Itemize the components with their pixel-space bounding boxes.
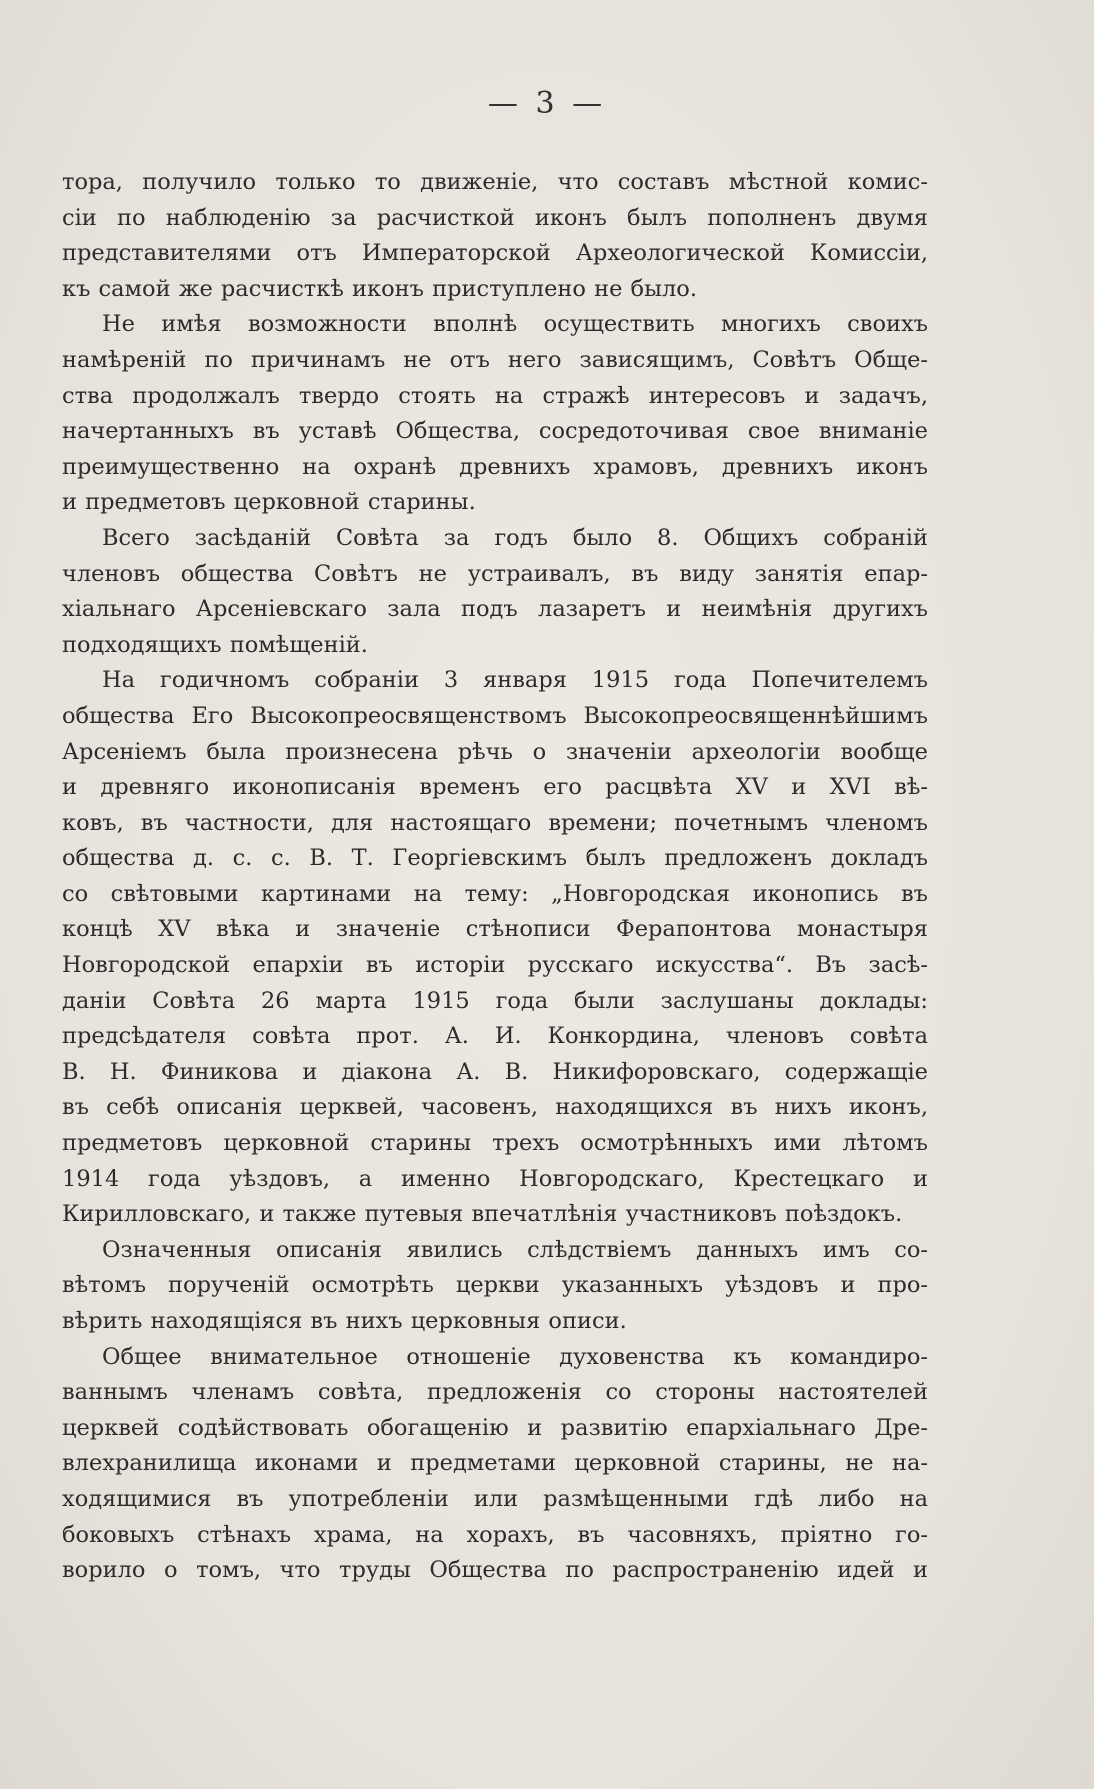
- text-line: общества д. с. с. В. Т. Георгіевскимъ былъ предложенъ докладъ: [62, 845, 928, 872]
- text-line: представителями отъ Императорской Археологической Комиссіи,: [62, 240, 928, 267]
- text-line: сіи по наблюденію за расчисткой иконъ былъ пополненъ двумя: [62, 204, 928, 231]
- text-line: хіальнаго Арсеніевскаго зала подъ лазаретъ и неимѣнія другихъ: [62, 596, 928, 623]
- body-text: [62, 165, 928, 1589]
- text-line: боковыхъ стѣнахъ храма, на хорахъ, въ часовняхъ, пріятно го-: [62, 1521, 928, 1548]
- text-line: къ самой же расчисткѣ иконъ приступлено не было.: [62, 275, 697, 302]
- text-line: Общее внимательное отношеніе духовенства къ командиро-: [102, 1343, 928, 1370]
- text-line: даніи Совѣта 26 марта 1915 года были заслушаны доклады:: [62, 987, 928, 1014]
- text-line: Кирилловскаго, и также путевыя впечатлѣнія участниковъ поѣздокъ.: [62, 1201, 903, 1228]
- text-line: ковъ, въ частности, для настоящаго времени; почетнымъ членомъ: [62, 809, 928, 836]
- text-line: общества Его Высокопреосвященствомъ Высокопреосвященнѣйшимъ: [62, 702, 928, 729]
- text-line: въ себѣ описанія церквей, часовенъ, находящихся въ нихъ иконъ,: [62, 1094, 928, 1121]
- text-line: ваннымъ членамъ совѣта, предложенія со стороны настоятелей: [62, 1379, 928, 1406]
- text-line: вѣтомъ порученій осмотрѣть церкви указанныхъ уѣздовъ и про-: [62, 1272, 928, 1299]
- page-number: — 3 —: [487, 86, 607, 121]
- text-line: начертанныхъ въ уставѣ Общества, сосредоточивая свое вниманіе: [62, 418, 928, 445]
- text-line: вѣрить находящіяся въ нихъ церковныя описи.: [62, 1308, 627, 1334]
- text-line: В. Н. Финикова и діакона А. В. Никифоровскаго, содержащіе: [62, 1058, 928, 1085]
- text-line: со свѣтовыми картинами на тему: „Новгородская иконопись въ: [62, 880, 928, 907]
- text-line: преимущественно на охранѣ древнихъ храмовъ, древнихъ иконъ: [62, 453, 928, 480]
- text-line: Не имѣя возможности вполнѣ осуществить многихъ своихъ: [102, 311, 928, 338]
- text-line: На годичномъ собраніи 3 января 1915 года Попечителемъ: [102, 667, 928, 694]
- text-line: и древняго иконописанія временъ его расцвѣта XV и XVI вѣ-: [62, 774, 928, 801]
- text-line: Означенныя описанія явились слѣдствіемъ данныхъ имъ со-: [102, 1236, 928, 1263]
- text-line: намѣреній по причинамъ не отъ него зависящимъ, Совѣтъ Обще-: [62, 346, 928, 373]
- text-line: предметовъ церковной старины трехъ осмотрѣнныхъ ими лѣтомъ: [62, 1130, 928, 1157]
- text-line: ворило о томъ, что труды Общества по распространенію идей и: [62, 1557, 928, 1584]
- text-line: Арсеніемъ была произнесена рѣчь о значеніи археологіи вообще: [62, 738, 928, 765]
- text-line: 1914 года уѣздовъ, а именно Новгородскаго, Крестецкаго и: [62, 1165, 928, 1192]
- text-line: церквей содѣйствовать обогащенію и развитію епархіальнаго Дре-: [62, 1414, 928, 1441]
- text-line: Всего засѣданій Совѣта за годъ было 8. Общихъ собраній: [102, 524, 928, 551]
- text-line: Новгородской епархіи въ исторіи русскаго искусства“. Въ засѣ-: [62, 952, 928, 979]
- text-line: тора, получило только то движеніе, что составъ мѣстной комис-: [62, 169, 928, 195]
- text-line: членовъ общества Совѣтъ не устраивалъ, въ виду занятія епар-: [62, 560, 928, 587]
- text-line: и предметовъ церковной старины.: [62, 489, 476, 516]
- text-line: ходящимися въ употребленіи или размѣщенными гдѣ либо на: [62, 1485, 928, 1512]
- text-line: влехранилища иконами и предметами церковной старины, не на-: [62, 1450, 928, 1477]
- text-line: предсѣдателя совѣта прот. А. И. Конкордина, членовъ совѣта: [62, 1023, 928, 1050]
- text-line: концѣ XV вѣка и значеніе стѣнописи Ферапонтова монастыря: [62, 916, 928, 943]
- text-line: ства продолжалъ твердо стоять на стражѣ интересовъ и задачъ,: [62, 382, 928, 409]
- text-line: подходящихъ помѣщеній.: [62, 631, 368, 658]
